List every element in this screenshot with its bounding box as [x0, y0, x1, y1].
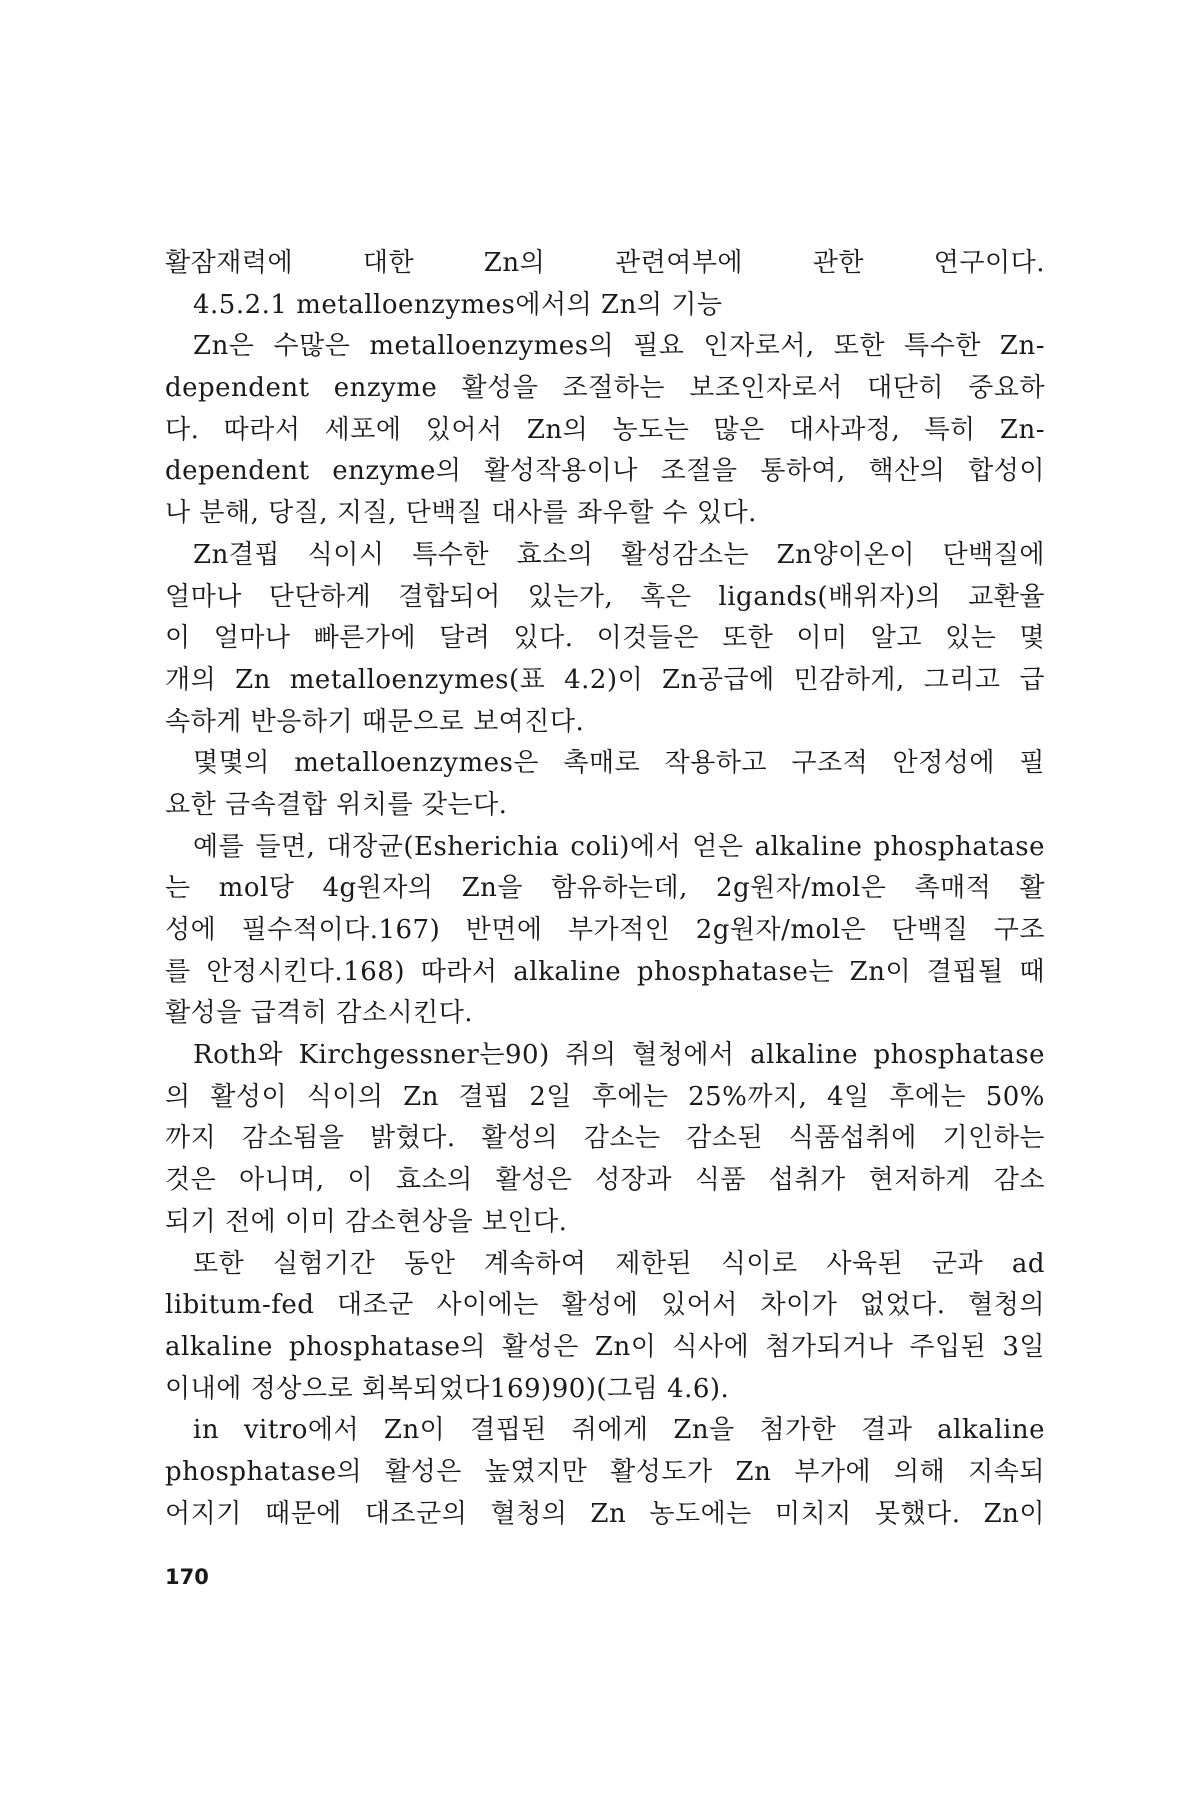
- text-line: 개의 Zn metalloenzymes(표 4.2)이 Zn공급에 민감하게, 그리고 급: [165, 664, 1045, 695]
- page-number: 170: [165, 1565, 209, 1589]
- text-line: 것은 아니며, 이 효소의 활성은 성장과 식품 섭취가 현저하게 감소: [165, 1165, 1045, 1196]
- text-line: 를 안정시킨다.168) 따라서 alkaline phosphatase는 Zn이 결핍될 때: [165, 956, 1045, 987]
- text-line: 성에 필수적이다.167) 반면에 부가적인 2g원자/mol은 단백질 구조: [165, 915, 1045, 945]
- text-line: libitum-fed 대조군 사이에는 활성에 있어서 차이가 없었다. 혈청의: [165, 1290, 1045, 1321]
- text-line: 의 활성이 식이의 Zn 결핍 2일 후에는 25%까지, 4일 후에는 50%: [165, 1081, 1045, 1112]
- text-line: Zn결핍 식이시 특수한 효소의 활성감소는 Zn양이온이 단백질에: [193, 539, 1045, 570]
- text-line: 요한 금속결합 위치를 갖는다.: [165, 789, 508, 820]
- text-line: 는 mol당 4g원자의 Zn을 함유하는데, 2g원자/mol은 촉매적 활: [165, 873, 1045, 904]
- text-line: 어지기 때문에 대조군의 혈청의 Zn 농도에는 미치지 못했다. Zn이: [165, 1498, 1045, 1529]
- text-line: 나 분해, 당질, 지질, 단백질 대사를 좌우할 수 있다.: [165, 498, 757, 529]
- text-line: phosphatase의 활성은 높였지만 활성도가 Zn 부가에 의해 지속되: [165, 1456, 1045, 1487]
- text-line: 속하게 반응하기 때문으로 보여진다.: [165, 706, 585, 737]
- text-line: 까지 감소됨을 밝혔다. 활성의 감소는 감소된 식품섭취에 기인하는: [165, 1123, 1045, 1154]
- text-line: 예를 들면, 대장균(Esherichia coli)에서 얻은 alkaline phosphatase: [193, 831, 1045, 862]
- text-line: 활잠재력에 대한 Zn의 관련여부에 관한 연구이다.: [165, 248, 1045, 278]
- text-line: 되기 전에 이미 감소현상을 보인다.: [165, 1206, 568, 1237]
- text-line: dependent enzyme의 활성작용이나 조절을 통하여, 핵산의 합성이: [165, 456, 1045, 487]
- text-line: 이내에 정상으로 회복되었다169)90)(그림 4.6).: [165, 1373, 730, 1404]
- text-line: 이 얼마나 빠른가에 달려 있다. 이것들은 또한 이미 알고 있는 몇: [165, 623, 1045, 654]
- text-line: alkaline phosphatase의 활성은 Zn이 식사에 첨가되거나 주입된 3일: [165, 1331, 1045, 1362]
- text-line: 얼마나 단단하게 결합되어 있는가, 혹은 ligands(배위자)의 교환율: [165, 581, 1045, 612]
- text-line: 또한 실험기간 동안 계속하여 제한된 식이로 사육된 군과 ad: [193, 1248, 1045, 1279]
- text-line: Roth와 Kirchgessner는90) 쥐의 혈청에서 alkaline phosphatase: [193, 1040, 1045, 1071]
- section-heading: 4.5.2.1 metalloenzymes에서의 Zn의 기능: [193, 289, 723, 320]
- page-body: [165, 243, 1045, 1535]
- text-line: 다. 따라서 세포에 있어서 Zn의 농도는 많은 대사과정, 특히 Zn-: [165, 414, 1045, 445]
- text-line: 활성을 급격히 감소시킨다.: [165, 998, 474, 1029]
- text-line: 몇몇의 metalloenzymes은 촉매로 작용하고 구조적 안정성에 필: [193, 748, 1045, 779]
- text-line: in vitro에서 Zn이 결핍된 쥐에게 Zn을 첨가한 결과 alkaline: [193, 1415, 1045, 1446]
- text-line: dependent enzyme 활성을 조절하는 보조인자로서 대단히 중요하: [165, 373, 1045, 404]
- text-line: Zn은 수많은 metalloenzymes의 필요 인자로서, 또한 특수한 Zn-: [193, 331, 1045, 362]
